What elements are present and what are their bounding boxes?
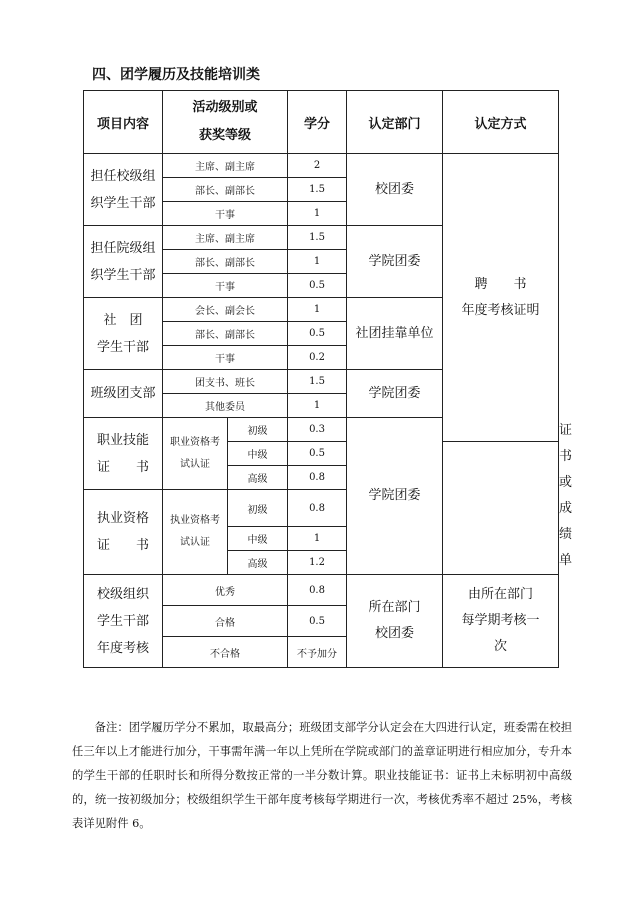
credit-cell: 1 <box>288 250 347 274</box>
level-cell: 中级 <box>228 527 288 551</box>
credit-cell: 1.2 <box>288 551 347 575</box>
table-row <box>84 490 559 527</box>
credit-cell: 1 <box>288 298 347 322</box>
credit-cell: 1 <box>288 527 347 551</box>
credit-cell: 1.5 <box>288 178 347 202</box>
credit-cell: 0.8 <box>288 575 347 606</box>
dept-cell: 学院团委 <box>347 370 443 418</box>
header-level-line1: 活动级别或 <box>192 100 258 115</box>
level-cell: 干事 <box>163 202 288 226</box>
level-cell: 其他委员 <box>163 394 288 418</box>
level-cell: 高级 <box>228 466 288 490</box>
level-cell: 初级 <box>228 418 288 442</box>
dept-cell: 校团委 <box>347 154 443 226</box>
credit-cell: 0.3 <box>288 418 347 442</box>
credit-cell: 2 <box>288 154 347 178</box>
item-cell: 执业资格 证 书 <box>84 490 163 575</box>
header-level <box>163 91 288 154</box>
level-cell: 会长、副会长 <box>163 298 288 322</box>
credit-table <box>83 90 573 668</box>
level-cell: 团支书、班长 <box>163 370 288 394</box>
level-cell: 主席、副主席 <box>163 154 288 178</box>
level-cell: 干事 <box>163 274 288 298</box>
level-cell: 优秀 <box>163 575 288 606</box>
section-heading: 四、团学履历及技能培训类 <box>92 67 260 83</box>
level-cell: 不合格 <box>163 637 288 668</box>
credit-cell: 1 <box>288 394 347 418</box>
table-row: 职业技能 证 书 职业资格考 试认证 初级 0.3 学院团委 证书或成绩单 <box>84 418 559 442</box>
method-cell: 聘 书 年度考核证明 <box>443 154 559 442</box>
credit-cell: 1.5 <box>288 370 347 394</box>
level-cell: 合格 <box>163 606 288 637</box>
remarks-paragraph: 备注：团学履历学分不累加，取最高分；班级团支部学分认定会在大四进行认定，班委需在校担任三年以上才能进行加分，干事需年满一年以上凭所在学院或部门的盖章证明进行相应加分，专升本的学生干部的任职时长和所得分数按正常的一半分数计算。职业技能证书：证书上未标明初中高级的，统一按初级加分；校级组织学生干部年度考核每学期进行一次，考核优秀率不超过 25%，考核表详见附件 6。 <box>72 721 572 830</box>
item-cell: 社 团 学生干部 <box>84 298 163 370</box>
header-method: 认定方式 <box>443 91 559 154</box>
credit-cell: 0.5 <box>288 322 347 346</box>
header-level-line2: 获奖等级 <box>199 128 252 143</box>
credit-cell: 0.5 <box>288 442 347 466</box>
cert-type-cell: 执业资格考 试认证 <box>163 490 228 575</box>
header-credit: 学分 <box>288 91 347 154</box>
credit-cell: 0.5 <box>288 274 347 298</box>
item-cell: 担任院级组 织学生干部 <box>84 226 163 298</box>
credit-cell: 0.2 <box>288 346 347 370</box>
dept-cell: 社团挂靠单位 <box>347 298 443 370</box>
credit-cell: 0.8 <box>288 466 347 490</box>
credit-cell: 1.5 <box>288 226 347 250</box>
item-cell: 校级组织 学生干部 年度考核 <box>84 575 163 668</box>
header-row <box>84 91 559 154</box>
dept-cell: 学院团委 <box>347 226 443 298</box>
item-cell: 班级团支部 <box>84 370 163 418</box>
table-row <box>84 575 559 606</box>
credit-cell: 0.8 <box>288 490 347 527</box>
level-cell: 中级 <box>228 442 288 466</box>
dept-cell: 所在部门 校团委 <box>347 575 443 668</box>
level-cell: 高级 <box>228 551 288 575</box>
credit-cell: 1 <box>288 202 347 226</box>
dept-cell: 学院团委 <box>347 418 443 575</box>
level-cell: 干事 <box>163 346 288 370</box>
level-cell: 部长、副部长 <box>163 250 288 274</box>
credit-cell: 0.5 <box>288 606 347 637</box>
header-dept: 认定部门 <box>347 91 443 154</box>
level-cell: 主席、副主席 <box>163 226 288 250</box>
level-cell: 初级 <box>228 490 288 527</box>
credit-cell: 不予加分 <box>288 637 347 668</box>
method-cell: 由所在部门 每学期考核一 次 <box>443 575 559 668</box>
item-cell: 职业技能 证 书 <box>84 418 163 490</box>
item-cell: 担任校级组 织学生干部 <box>84 154 163 226</box>
header-item: 项目内容 <box>84 91 163 154</box>
cert-type-cell: 职业资格考 试认证 <box>163 418 228 490</box>
table-row <box>84 154 559 178</box>
level-cell: 部长、副部长 <box>163 322 288 346</box>
level-cell: 部长、副部长 <box>163 178 288 202</box>
